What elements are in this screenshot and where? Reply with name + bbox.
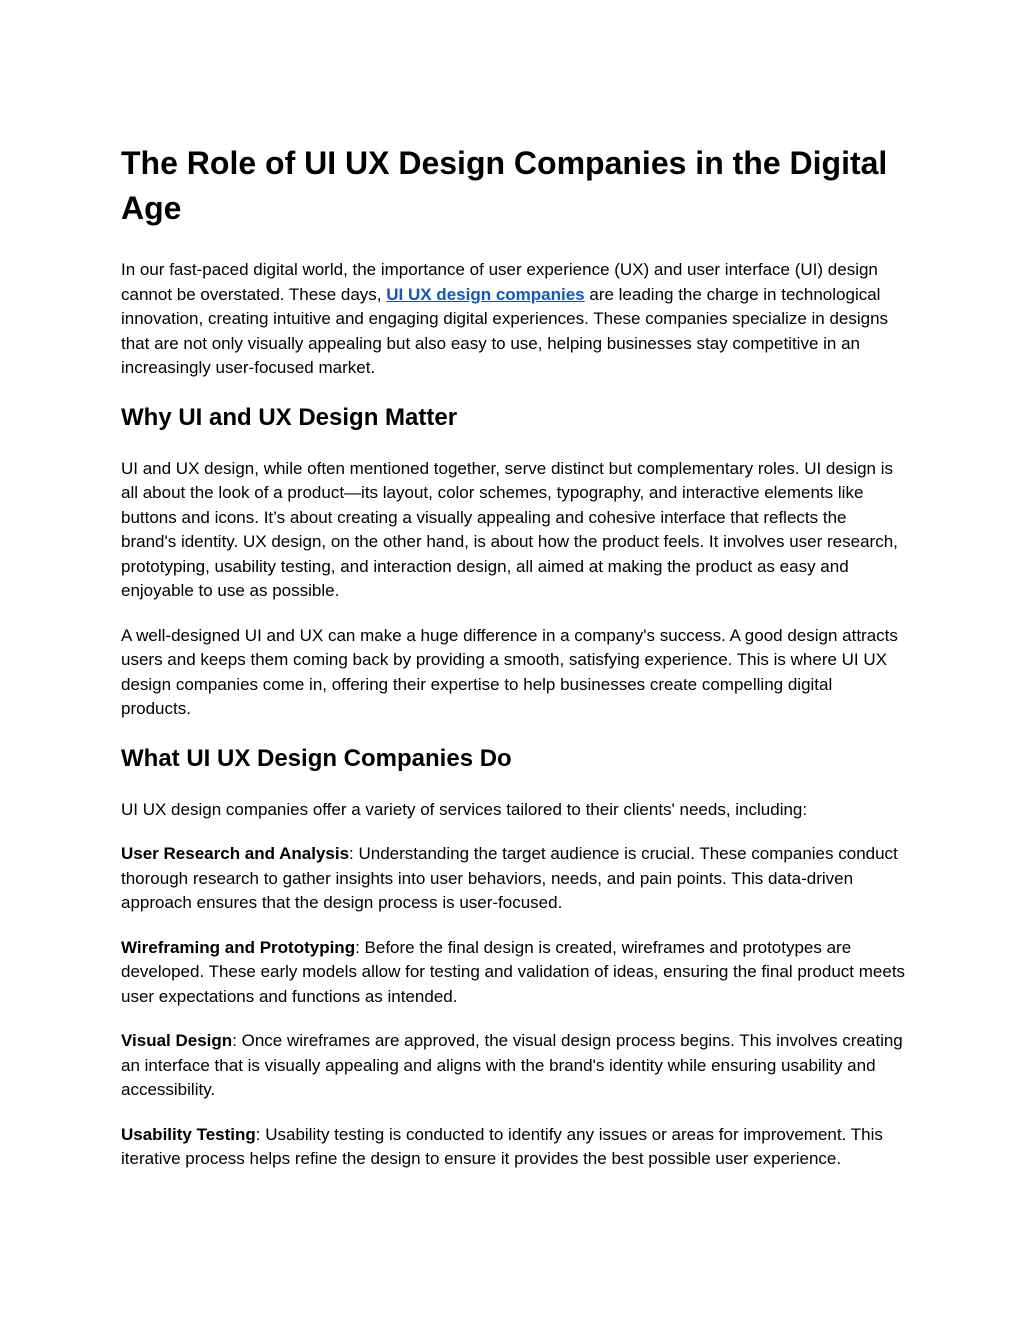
section2-intro: UI UX design companies offer a variety of services tailored to their clients' needs, including:	[121, 799, 808, 819]
service-item	[121, 842, 906, 916]
service-name: User Research and Analysis	[121, 844, 350, 863]
service-description: : Once wireframes are approved, the visual design process begins. This involves creating an interface that is visually appealing and aligns with the brand's identity while ensuring usability and accessibility.	[121, 1031, 903, 1099]
intro-text-before-link: In our fast-paced digital world, the importance of user experience (UX) and user interface (UI) design cannot be overstated. These days,	[121, 260, 878, 304]
service-name: Visual Design	[121, 1031, 233, 1050]
service-description: : Before the final design is created, wireframes and prototypes are developed. These early models allow for testing and validation of ideas, ensuring the final product meets user expectations and functions as intended.	[121, 937, 906, 1006]
service-item	[121, 1123, 906, 1172]
service-name: Wireframing and Prototyping	[121, 937, 356, 957]
page-title: The Role of UI UX Design Companies in the Digital Age	[121, 145, 888, 226]
service-item	[121, 1029, 906, 1103]
document-body	[121, 141, 906, 1192]
service-name: Usability Testing	[121, 1124, 256, 1144]
service-item	[121, 936, 906, 1010]
service-description: : Usability testing is conducted to identify any issues or areas for improvement. This iterative process helps refine the design to ensure it provides the best possible user experience.	[121, 1124, 883, 1168]
service-description: : Understanding the target audience is crucial. These companies conduct thorough research to gather insights into user behaviors, needs, and pain points. This data-driven approach ensures that the design process is user-focused.	[121, 844, 898, 912]
ui-ux-design-companies-link[interactable]: UI UX design companies	[386, 284, 585, 304]
intro-paragraph	[121, 258, 906, 381]
section1-paragraph-1: UI and UX design, while often mentioned together, serve distinct but complementary roles. UI design is all about the look of a product—its layout, color schemes, typography, and interactive elements like buttons and icons. It’s about creating a visually appealing and cohesive interface that reflects the brand's identity. UX design, on the other hand, is about how the product feels. It involves user research, prototyping, usability testing, and interaction design, all aimed at making the product as easy and enjoyable to use as possible.	[121, 458, 898, 600]
intro-text-after-link: are leading the charge in technological innovation, creating intuitive and engaging digital experiences. These companies specialize in designs that are not only visually appealing but also easy to use, helping businesses stay competitive in an increasingly user-focused market.	[121, 284, 889, 377]
section-heading-why-ui-ux: Why UI and UX Design Matter	[121, 403, 458, 431]
section-heading-what-companies-do: What UI UX Design Companies Do	[121, 744, 512, 772]
section1-paragraph-2: A well-designed UI and UX can make a huge difference in a company's success. A good design attracts users and keeps them coming back by providing a smooth, satisfying experience. This is where UI UX design companies come in, offering their expertise to help businesses create compelling digital products.	[121, 625, 898, 718]
